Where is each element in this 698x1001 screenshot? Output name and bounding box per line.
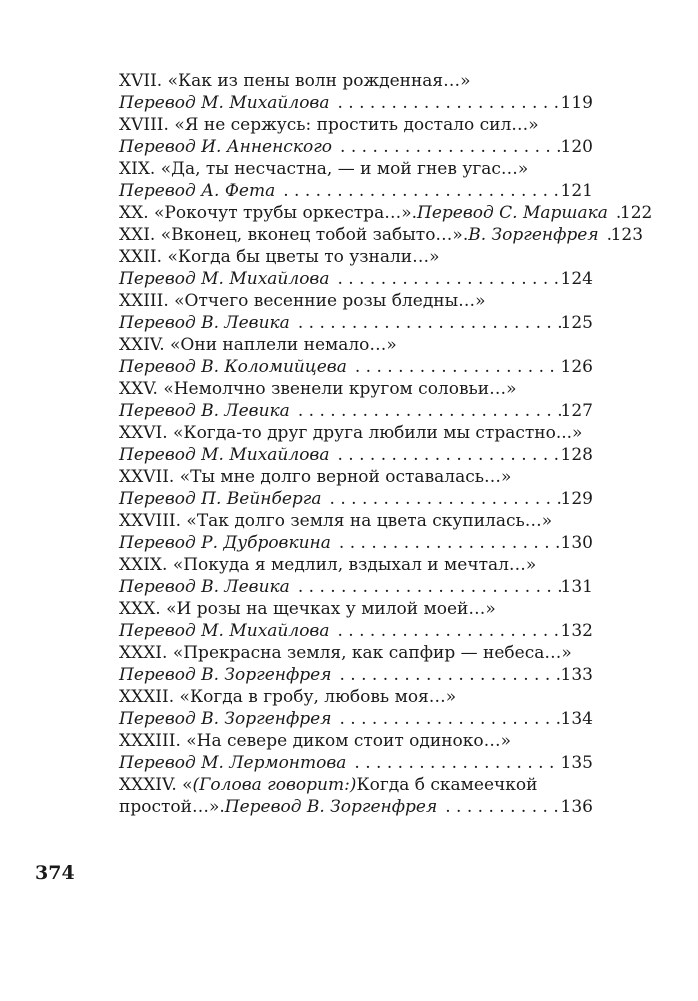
leader-dots [329,268,560,290]
entry-translator: Перевод С. Маршака [417,203,608,223]
leader-dots [608,202,620,224]
entry-translator: Перевод М. Михайлова [119,93,330,113]
toc-entry [119,334,593,378]
entry-page: 120 [560,137,593,157]
entry-title: XXXII. «Когда в гробу, любовь моя…» [119,687,457,707]
entry-title: XXV. «Немолчно звенели кругом соловьи…» [119,379,517,399]
entry-page: 121 [560,181,593,201]
entry-page: 119 [560,93,593,113]
entry-title: XX. «Рокочут трубы оркестра…». [119,203,418,223]
entry-title: XXX. «И розы на щечках у милой моей…» [119,599,496,619]
toc-entry [119,422,593,466]
entry-translator: Перевод А. Фета [119,181,276,201]
entry-page: 136 [560,797,593,817]
entry-title: XXVII. «Ты мне долго верной оставалась…» [119,467,512,487]
entry-translator: Перевод М. Михайлова [119,621,330,641]
entry-title: XXVIII. «Так долго земля на цвета скупилась…» [119,511,553,531]
entry-page: 131 [560,577,593,597]
entry-page: 130 [560,533,593,553]
leader-dots [347,356,561,378]
entry-translator: Перевод В. Зоргенфрея [119,709,332,729]
toc-entry [119,686,593,730]
toc-entry [119,70,593,114]
entry-title: XIX. «Да, ты несчастна, — и мой гнев угас…» [119,159,529,179]
leader-dots [346,752,560,774]
entry-page: 125 [560,313,593,333]
entry-title: XXIX. «Покуда я медлил, вздыхал и мечтал…» [119,555,537,575]
toc-entry [119,554,593,598]
toc-entry [119,466,593,510]
entry-title-italic: (Голова говорит:) [192,775,357,795]
entry-title: XXXIII. «На севере диком стоит одиноко…» [119,731,512,751]
toc-entry [119,730,593,774]
leader-dots [290,400,561,422]
entry-translator: Перевод Р. Дубровкина [119,533,331,553]
toc-entry [119,642,593,686]
entry-translator: Перевод М. Лермонтова [119,753,347,773]
leader-dots [332,136,561,158]
leader-dots [437,796,560,818]
entry-page: 134 [560,709,593,729]
entry-translator: Перевод В. Коломийцева [119,357,347,377]
entry-translator: Перевод В. Зоргенфрея [119,665,332,685]
leader-dots [322,488,561,510]
toc-entry [119,158,593,202]
entry-title: XXIII. «Отчего весенние розы бледны…» [119,291,486,311]
leader-dots [329,444,560,466]
entry-translator: Перевод М. Михайлова [119,445,330,465]
entry-page: 132 [560,621,593,641]
entry-page: 128 [560,445,593,465]
leader-dots [332,664,561,686]
page-number: 374 [35,862,75,884]
leader-dots [599,224,611,246]
entry-page: 123 [610,225,644,245]
entry-title: XXIV. «Они наплели немало…» [119,335,397,355]
entry-title: XXI. «Вконец, вконец тобой забыто…». [119,225,469,245]
entry-title: XVII. «Как из пены волн рожденная…» [119,71,471,91]
entry-translator: Перевод И. Анненского [119,137,333,157]
toc-entry [119,114,593,158]
entry-title-continuation: простой…». [119,797,225,817]
table-of-contents [119,70,653,818]
leader-dots [329,620,560,642]
leader-dots [332,708,561,730]
toc-entry [119,290,593,334]
entry-translator: В. Зоргенфрея [468,225,599,245]
leader-dots [331,532,561,554]
toc-entry [119,246,593,290]
entry-page: 124 [560,269,593,289]
leader-dots [290,312,561,334]
entry-title: XXXI. «Прекрасна земля, как сапфир — небеса…» [119,643,572,663]
entry-translator: Перевод В. Левика [119,313,290,333]
entry-title-end: Когда б скамеечкой [356,775,538,795]
leader-dots [290,576,561,598]
entry-page: 127 [560,401,593,421]
leader-dots [275,180,560,202]
toc-entry [119,598,593,642]
entry-page: 126 [560,357,593,377]
entry-title: XVIII. «Я не сержусь: простить достало сил…» [119,115,539,135]
entry-translator: Перевод В. Левика [119,577,290,597]
entry-title: XXVI. «Когда-то друг друга любили мы страстно...» [119,423,583,443]
entry-page: 122 [619,203,653,223]
entry-translator: Перевод В. Зоргенфрея [224,797,438,817]
toc-entry [119,378,593,422]
toc-entry [119,202,653,224]
entry-translator: Перевод В. Левика [119,401,290,421]
toc-entry [119,224,644,246]
leader-dots [329,92,560,114]
entry-page: 129 [560,489,593,509]
entry-page: 135 [560,753,593,773]
entry-title-start: XXXIV. « [119,775,193,795]
entry-translator: Перевод П. Вейнберга [119,489,322,509]
entry-translator: Перевод М. Михайлова [119,269,330,289]
toc-entry [119,510,593,554]
toc-entry [119,774,593,818]
entry-title: XXII. «Когда бы цветы то узнали…» [119,247,440,267]
entry-page: 133 [560,665,593,685]
